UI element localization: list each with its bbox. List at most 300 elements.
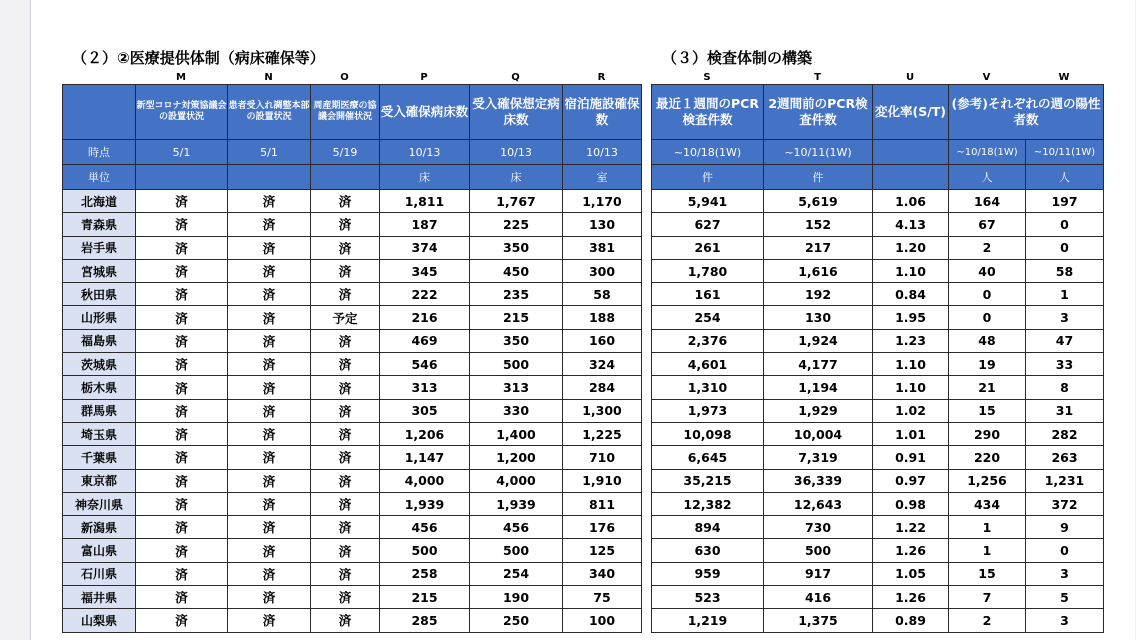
prior-pcr-count: 152 [764, 213, 873, 236]
lodging-rooms: 300 [563, 259, 642, 282]
recent-pcr-count: 161 [652, 283, 764, 306]
perinatal-status: 済 [311, 190, 380, 213]
column-letter: N [264, 72, 273, 83]
header-planned-beds: 受入確保想定病床数 [470, 85, 563, 140]
table-row [652, 190, 1104, 213]
council-status: 済 [136, 259, 228, 282]
prior-pcr-count: 917 [764, 562, 873, 585]
table-row [652, 422, 1104, 445]
change-rate: 1.20 [873, 236, 949, 259]
unit-cell [136, 165, 228, 190]
prior-positive: 0 [1026, 213, 1104, 236]
perinatal-status: 済 [311, 353, 380, 376]
table-row [652, 469, 1104, 492]
recent-positive: 1 [949, 516, 1026, 539]
prior-pcr-count: 730 [764, 516, 873, 539]
prefecture-name: 石川県 [63, 562, 136, 585]
lodging-rooms: 130 [563, 213, 642, 236]
prior-positive: 33 [1026, 353, 1104, 376]
council-status: 済 [136, 283, 228, 306]
perinatal-status: 予定 [311, 306, 380, 329]
recent-positive: 15 [949, 562, 1026, 585]
prefecture-name: 東京都 [63, 469, 136, 492]
perinatal-status: 済 [311, 446, 380, 469]
perinatal-status: 済 [311, 329, 380, 352]
prior-pcr-count: 10,004 [764, 422, 873, 445]
unit-cell [228, 165, 311, 190]
unit-cell [873, 165, 949, 190]
date-cell [873, 140, 949, 165]
perinatal-status: 済 [311, 609, 380, 632]
table-row [652, 353, 1104, 376]
recent-pcr-count: 630 [652, 539, 764, 562]
recent-positive: 19 [949, 353, 1026, 376]
change-rate: 0.84 [873, 283, 949, 306]
prior-positive: 282 [1026, 422, 1104, 445]
unit-cell: 室 [563, 165, 642, 190]
recent-positive: 2 [949, 609, 1026, 632]
recent-positive: 220 [949, 446, 1026, 469]
table-row [652, 586, 1104, 609]
prior-pcr-count: 7,319 [764, 446, 873, 469]
table-row [63, 562, 642, 585]
lodging-rooms: 125 [563, 539, 642, 562]
secured-beds: 546 [380, 353, 470, 376]
prior-pcr-count: 4,177 [764, 353, 873, 376]
header-prior-pcr: 2週間前のPCR検査件数 [764, 85, 873, 140]
header-council: 新型コロナ対策協議会の設置状況 [136, 85, 228, 140]
change-rate: 0.89 [873, 609, 949, 632]
testing-system-table [651, 84, 1104, 633]
secured-beds: 258 [380, 562, 470, 585]
prior-pcr-count: 1,616 [764, 259, 873, 282]
unit-cell: 人 [1026, 165, 1104, 190]
perinatal-status: 済 [311, 516, 380, 539]
planned-beds: 350 [470, 236, 563, 259]
prior-positive: 3 [1026, 609, 1104, 632]
recent-positive: 1 [949, 539, 1026, 562]
coordination-status: 済 [228, 236, 311, 259]
coordination-status: 済 [228, 399, 311, 422]
planned-beds: 500 [470, 353, 563, 376]
table-row [652, 259, 1104, 282]
date-cell: 5/1 [136, 140, 228, 165]
recent-pcr-count: 1,973 [652, 399, 764, 422]
unit-label: 単位 [63, 165, 136, 190]
secured-beds: 1,811 [380, 190, 470, 213]
change-rate: 0.97 [873, 469, 949, 492]
change-rate: 1.22 [873, 516, 949, 539]
planned-beds: 1,200 [470, 446, 563, 469]
council-status: 済 [136, 469, 228, 492]
table-row [652, 213, 1104, 236]
lodging-rooms: 1,300 [563, 399, 642, 422]
table-row [652, 539, 1104, 562]
date-cell: 10/13 [563, 140, 642, 165]
secured-beds: 1,939 [380, 492, 470, 515]
prior-positive: 58 [1026, 259, 1104, 282]
table-row [63, 236, 642, 259]
secured-beds: 469 [380, 329, 470, 352]
change-rate: 1.95 [873, 306, 949, 329]
prefecture-name: 山梨県 [63, 609, 136, 632]
date-cell: 5/1 [228, 140, 311, 165]
unit-cell: 床 [470, 165, 563, 190]
date-cell: ~10/18(1W) [949, 140, 1026, 165]
column-letter: S [703, 72, 711, 83]
recent-pcr-count: 1,219 [652, 609, 764, 632]
perinatal-status: 済 [311, 399, 380, 422]
planned-beds: 215 [470, 306, 563, 329]
table-row [652, 399, 1104, 422]
coordination-status: 済 [228, 562, 311, 585]
prior-pcr-count: 36,339 [764, 469, 873, 492]
prior-pcr-count: 130 [764, 306, 873, 329]
recent-pcr-count: 959 [652, 562, 764, 585]
lodging-rooms: 284 [563, 376, 642, 399]
prior-positive: 263 [1026, 446, 1104, 469]
prefecture-name: 青森県 [63, 213, 136, 236]
prefecture-name: 岩手県 [63, 236, 136, 259]
recent-pcr-count: 261 [652, 236, 764, 259]
date-label: 時点 [63, 140, 136, 165]
prefecture-name: 山形県 [63, 306, 136, 329]
council-status: 済 [136, 399, 228, 422]
coordination-status: 済 [228, 516, 311, 539]
table-row [63, 376, 642, 399]
prefecture-name: 群馬県 [63, 399, 136, 422]
table-row [63, 353, 642, 376]
column-letter: V [982, 72, 991, 83]
table-row [652, 562, 1104, 585]
perinatal-status: 済 [311, 376, 380, 399]
prefecture-name: 神奈川県 [63, 492, 136, 515]
table-row [652, 329, 1104, 352]
planned-beds: 190 [470, 586, 563, 609]
header-lodging-rooms: 宿泊施設確保数 [563, 85, 642, 140]
date-cell: 10/13 [380, 140, 470, 165]
medical-section-title: （２）②医療提供体制（病床確保等） [72, 49, 325, 67]
recent-positive: 7 [949, 586, 1026, 609]
secured-beds: 222 [380, 283, 470, 306]
header-row [63, 85, 642, 140]
change-rate: 1.06 [873, 190, 949, 213]
perinatal-status: 済 [311, 492, 380, 515]
perinatal-status: 済 [311, 469, 380, 492]
coordination-status: 済 [228, 306, 311, 329]
secured-beds: 187 [380, 213, 470, 236]
prefecture-name: 宮城県 [63, 259, 136, 282]
recent-positive: 40 [949, 259, 1026, 282]
table-row [63, 446, 642, 469]
recent-positive: 164 [949, 190, 1026, 213]
prefecture-name: 栃木県 [63, 376, 136, 399]
prior-pcr-count: 416 [764, 586, 873, 609]
prior-pcr-count: 217 [764, 236, 873, 259]
prior-positive: 197 [1026, 190, 1104, 213]
lodging-rooms: 160 [563, 329, 642, 352]
council-status: 済 [136, 236, 228, 259]
table-row [63, 609, 642, 632]
planned-beds: 350 [470, 329, 563, 352]
secured-beds: 345 [380, 259, 470, 282]
date-row [652, 140, 1104, 165]
secured-beds: 500 [380, 539, 470, 562]
table-row [63, 306, 642, 329]
table-row [63, 399, 642, 422]
change-rate: 1.26 [873, 586, 949, 609]
unit-cell: 床 [380, 165, 470, 190]
coordination-status: 済 [228, 469, 311, 492]
council-status: 済 [136, 306, 228, 329]
change-rate: 0.98 [873, 492, 949, 515]
recent-pcr-count: 4,601 [652, 353, 764, 376]
prior-pcr-count: 192 [764, 283, 873, 306]
column-letter: M [176, 72, 186, 83]
secured-beds: 456 [380, 516, 470, 539]
recent-pcr-count: 1,310 [652, 376, 764, 399]
perinatal-status: 済 [311, 422, 380, 445]
prior-pcr-count: 5,619 [764, 190, 873, 213]
lodging-rooms: 1,225 [563, 422, 642, 445]
secured-beds: 313 [380, 376, 470, 399]
prior-positive: 1,231 [1026, 469, 1104, 492]
table-row [63, 586, 642, 609]
date-cell: ~10/11(1W) [764, 140, 873, 165]
lodging-rooms: 324 [563, 353, 642, 376]
prior-positive: 0 [1026, 236, 1104, 259]
coordination-status: 済 [228, 213, 311, 236]
recent-pcr-count: 523 [652, 586, 764, 609]
prior-positive: 372 [1026, 492, 1104, 515]
table-row [652, 283, 1104, 306]
header-row [652, 85, 1104, 140]
change-rate: 1.23 [873, 329, 949, 352]
date-cell: ~10/18(1W) [652, 140, 764, 165]
prefecture-name: 北海道 [63, 190, 136, 213]
recent-pcr-count: 254 [652, 306, 764, 329]
recent-pcr-count: 1,780 [652, 259, 764, 282]
recent-pcr-count: 6,645 [652, 446, 764, 469]
column-letter: W [1058, 72, 1070, 83]
table-row [63, 190, 642, 213]
planned-beds: 225 [470, 213, 563, 236]
lodging-rooms: 75 [563, 586, 642, 609]
table-row [63, 469, 642, 492]
testing-section-title: （３）検査体制の構築 [662, 49, 813, 67]
header-perinatal-council: 周産期医療の協議会開催状況 [311, 85, 380, 140]
column-letter: O [340, 72, 349, 83]
recent-pcr-count: 35,215 [652, 469, 764, 492]
prior-positive: 1 [1026, 283, 1104, 306]
council-status: 済 [136, 492, 228, 515]
header-positive-cases: (参考)それぞれの週の陽性者数 [949, 85, 1104, 140]
coordination-status: 済 [228, 259, 311, 282]
column-letter: U [905, 72, 915, 83]
secured-beds: 285 [380, 609, 470, 632]
change-rate: 1.10 [873, 353, 949, 376]
perinatal-status: 済 [311, 562, 380, 585]
prefecture-name: 秋田県 [63, 283, 136, 306]
coordination-status: 済 [228, 586, 311, 609]
recent-positive: 48 [949, 329, 1026, 352]
prefecture-name: 茨城県 [63, 353, 136, 376]
planned-beds: 450 [470, 259, 563, 282]
recent-positive: 2 [949, 236, 1026, 259]
secured-beds: 1,147 [380, 446, 470, 469]
prior-pcr-count: 1,924 [764, 329, 873, 352]
prefecture-name: 福島県 [63, 329, 136, 352]
secured-beds: 305 [380, 399, 470, 422]
prior-pcr-count: 12,643 [764, 492, 873, 515]
coordination-status: 済 [228, 329, 311, 352]
prefecture-name: 新潟県 [63, 516, 136, 539]
coordination-status: 済 [228, 422, 311, 445]
change-rate: 1.05 [873, 562, 949, 585]
prefecture-name: 福井県 [63, 586, 136, 609]
council-status: 済 [136, 353, 228, 376]
prior-positive: 31 [1026, 399, 1104, 422]
planned-beds: 313 [470, 376, 563, 399]
prefecture-name: 千葉県 [63, 446, 136, 469]
planned-beds: 330 [470, 399, 563, 422]
header-coordination-hq: 患者受入れ調整本部の設置状況 [228, 85, 311, 140]
secured-beds: 4,000 [380, 469, 470, 492]
prior-positive: 8 [1026, 376, 1104, 399]
prior-positive: 3 [1026, 562, 1104, 585]
unit-cell: 件 [764, 165, 873, 190]
recent-positive: 67 [949, 213, 1026, 236]
planned-beds: 500 [470, 539, 563, 562]
recent-pcr-count: 894 [652, 516, 764, 539]
recent-positive: 0 [949, 283, 1026, 306]
change-rate: 0.91 [873, 446, 949, 469]
lodging-rooms: 100 [563, 609, 642, 632]
date-cell: 10/13 [470, 140, 563, 165]
column-letter: P [420, 72, 428, 83]
planned-beds: 250 [470, 609, 563, 632]
header-recent-pcr: 最近１週間のPCR検査件数 [652, 85, 764, 140]
lodging-rooms: 188 [563, 306, 642, 329]
planned-beds: 1,767 [470, 190, 563, 213]
table-row [63, 259, 642, 282]
corner-cell [63, 85, 136, 140]
prior-positive: 9 [1026, 516, 1104, 539]
lodging-rooms: 381 [563, 236, 642, 259]
unit-row [63, 165, 642, 190]
planned-beds: 4,000 [470, 469, 563, 492]
table-row [63, 422, 642, 445]
lodging-rooms: 1,910 [563, 469, 642, 492]
recent-positive: 434 [949, 492, 1026, 515]
recent-positive: 290 [949, 422, 1026, 445]
prior-pcr-count: 500 [764, 539, 873, 562]
table-row [652, 306, 1104, 329]
council-status: 済 [136, 586, 228, 609]
coordination-status: 済 [228, 376, 311, 399]
unit-row [652, 165, 1104, 190]
coordination-status: 済 [228, 492, 311, 515]
medical-provision-table [62, 84, 642, 633]
table-row [652, 376, 1104, 399]
table-row [652, 446, 1104, 469]
recent-positive: 1,256 [949, 469, 1026, 492]
date-cell: ~10/11(1W) [1026, 140, 1104, 165]
recent-positive: 0 [949, 306, 1026, 329]
council-status: 済 [136, 562, 228, 585]
column-letter: T [814, 72, 821, 83]
change-rate: 1.26 [873, 539, 949, 562]
perinatal-status: 済 [311, 236, 380, 259]
lodging-rooms: 340 [563, 562, 642, 585]
table-row [63, 492, 642, 515]
council-status: 済 [136, 609, 228, 632]
secured-beds: 374 [380, 236, 470, 259]
planned-beds: 456 [470, 516, 563, 539]
change-rate: 1.01 [873, 422, 949, 445]
table-row [63, 539, 642, 562]
lodging-rooms: 1,170 [563, 190, 642, 213]
prior-positive: 0 [1026, 539, 1104, 562]
secured-beds: 216 [380, 306, 470, 329]
perinatal-status: 済 [311, 586, 380, 609]
planned-beds: 235 [470, 283, 563, 306]
perinatal-status: 済 [311, 213, 380, 236]
council-status: 済 [136, 539, 228, 562]
prefecture-name: 埼玉県 [63, 422, 136, 445]
coordination-status: 済 [228, 446, 311, 469]
recent-pcr-count: 5,941 [652, 190, 764, 213]
recent-pcr-count: 627 [652, 213, 764, 236]
date-row [63, 140, 642, 165]
table-row [63, 516, 642, 539]
planned-beds: 1,400 [470, 422, 563, 445]
table-row [63, 213, 642, 236]
council-status: 済 [136, 329, 228, 352]
column-letter: R [597, 72, 606, 83]
change-rate: 1.10 [873, 259, 949, 282]
table-row [652, 609, 1104, 632]
unit-cell: 件 [652, 165, 764, 190]
lodging-rooms: 811 [563, 492, 642, 515]
table-row [652, 236, 1104, 259]
header-change-rate: 変化率(S/T) [873, 85, 949, 140]
coordination-status: 済 [228, 539, 311, 562]
recent-pcr-count: 2,376 [652, 329, 764, 352]
coordination-status: 済 [228, 353, 311, 376]
prior-pcr-count: 1,375 [764, 609, 873, 632]
recent-positive: 21 [949, 376, 1026, 399]
council-status: 済 [136, 422, 228, 445]
header-secured-beds: 受入確保病床数 [380, 85, 470, 140]
lodging-rooms: 710 [563, 446, 642, 469]
perinatal-status: 済 [311, 283, 380, 306]
prior-positive: 3 [1026, 306, 1104, 329]
planned-beds: 254 [470, 562, 563, 585]
coordination-status: 済 [228, 283, 311, 306]
prior-positive: 5 [1026, 586, 1104, 609]
unit-cell [311, 165, 380, 190]
table-row [652, 516, 1104, 539]
table-row [63, 329, 642, 352]
coordination-status: 済 [228, 190, 311, 213]
unit-cell: 人 [949, 165, 1026, 190]
council-status: 済 [136, 190, 228, 213]
lodging-rooms: 176 [563, 516, 642, 539]
council-status: 済 [136, 516, 228, 539]
prior-pcr-count: 1,194 [764, 376, 873, 399]
perinatal-status: 済 [311, 259, 380, 282]
